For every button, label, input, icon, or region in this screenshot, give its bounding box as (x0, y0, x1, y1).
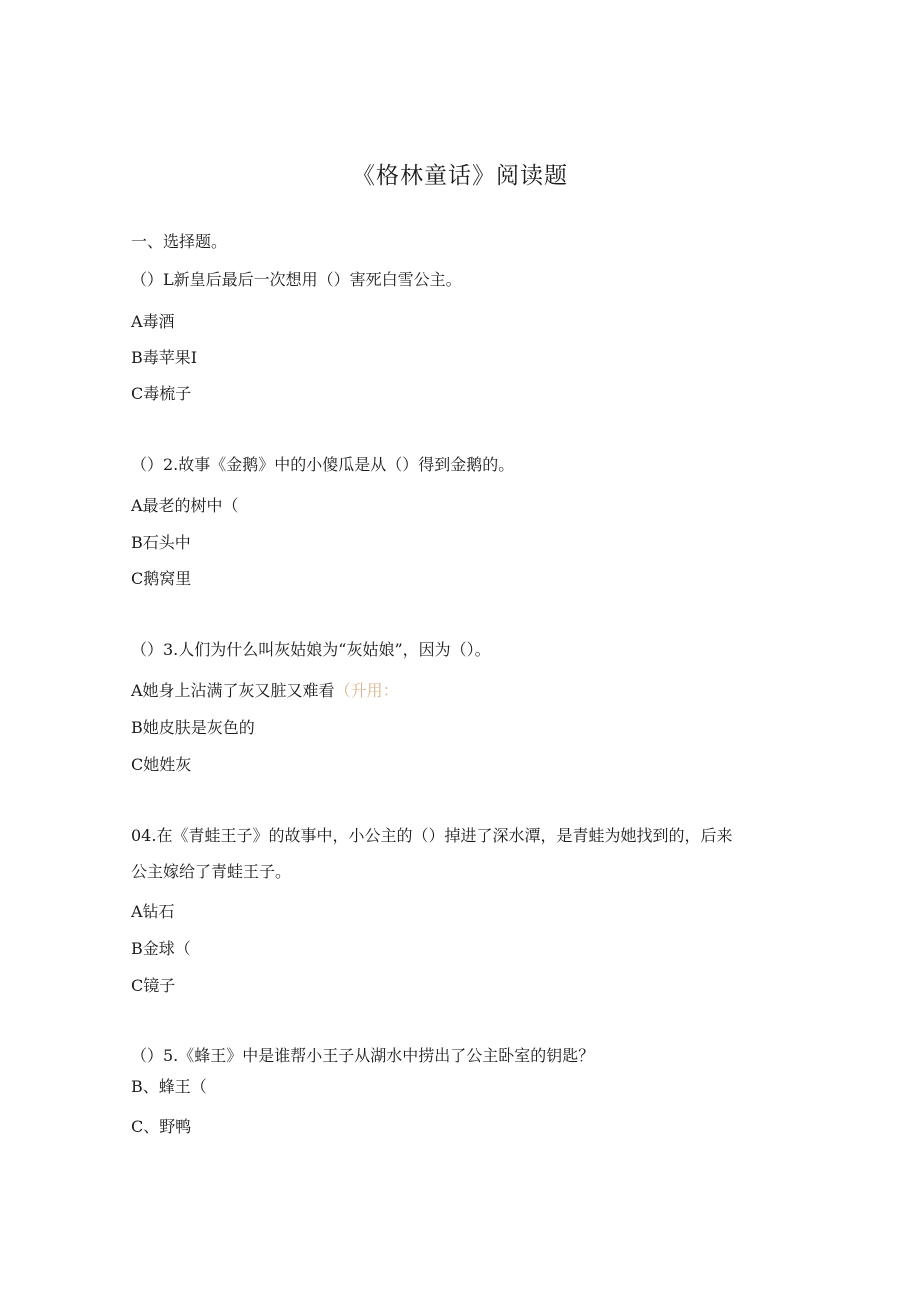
question-5-option-b: B、蜂王（ (131, 1077, 207, 1096)
question-4-option-b: B金球（ (131, 939, 191, 958)
question-1-option-a: A毒酒 (131, 312, 175, 331)
question-4-option-a: A钻石 (131, 902, 175, 921)
question-3-option-a: A她身上沾满了灰又脏又难看 (131, 681, 335, 700)
question-3-option-c: C她姓灰 (131, 755, 192, 774)
question-1-option-b: B毒苹果I (131, 348, 198, 367)
question-4-option-c: C镜子 (131, 976, 176, 995)
question-1-option-c: C毒梳子 (131, 384, 192, 403)
question-2-option-a: A最老的树中（ (131, 496, 239, 515)
question-2-stem: （）2.故事《金鹅》中的小傻瓜是从（）得到金鹅的。 (131, 455, 515, 474)
question-2-option-b: B石头中 (131, 533, 191, 552)
question-5-option-c: C、野鸭 (131, 1117, 192, 1136)
question-5-stem: （）5.《蜂王》中是谁帮小王子从湖水中捞出了公主卧室的钥匙？ (131, 1046, 595, 1065)
document-title: 《格林童话》阅读题 (352, 163, 568, 189)
question-3-option-a-row (131, 679, 399, 703)
question-2-option-c: C鹅窝里 (131, 569, 192, 588)
question-3-stem: （）3.人们为什么叫灰姑娘为“灰姑娘”，因为（）。 (131, 640, 491, 659)
question-3-option-b: B她皮肤是灰色的 (131, 718, 255, 737)
question-4-stem-line-2: 公主嫁给了青蛙王子。 (131, 862, 292, 881)
faded-margin-note: （升用： (334, 681, 399, 700)
question-1-stem: （）L新皇后最后一次想用（）害死白雪公主。 (131, 270, 462, 289)
section-heading: 一、选择题。 (131, 232, 228, 251)
question-4-stem-line-1: 04.在《青蛙王子》的故事中，小公主的（）掉进了深水潭，是青蛙为她找到的，后来 (131, 826, 733, 845)
